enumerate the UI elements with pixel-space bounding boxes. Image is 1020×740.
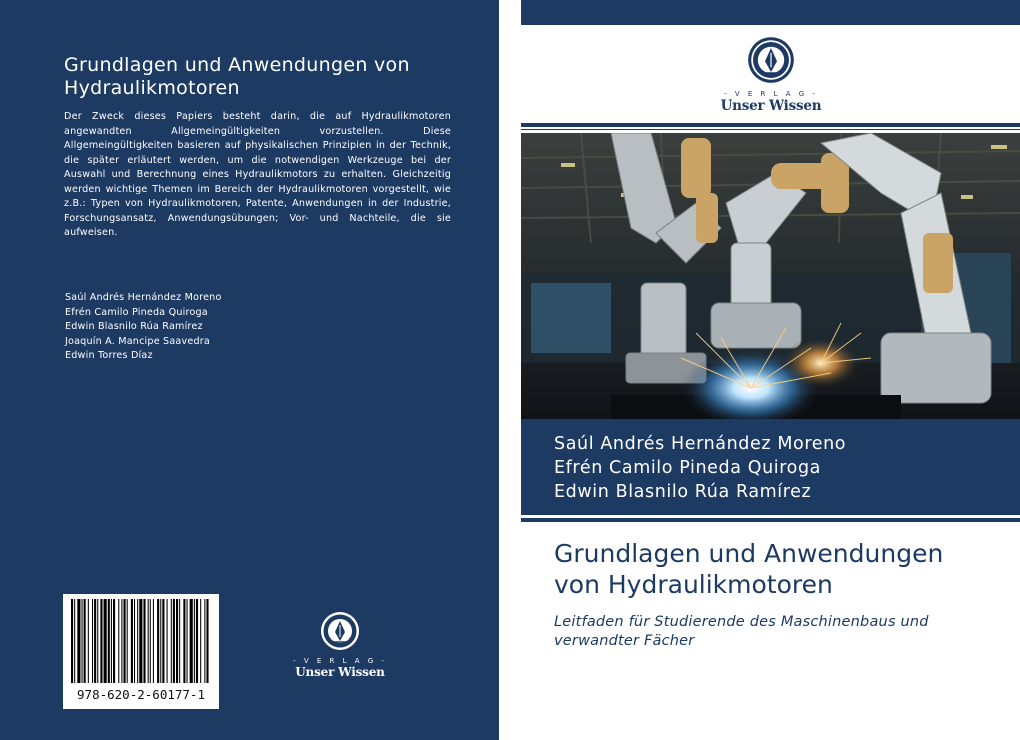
- front-author: Saúl Andrés Hernández Moreno: [554, 434, 847, 454]
- front-title-line: Grundlagen und Anwendungen: [554, 539, 944, 568]
- divider-rule-thin: [521, 129, 1020, 130]
- isbn-barcode: [63, 594, 219, 709]
- back-author: Efrén Camilo Pineda Quiroga: [65, 306, 208, 318]
- publisher-name: Unser Wissen: [720, 98, 822, 114]
- pen-nib-seal-icon: [320, 611, 360, 651]
- front-title-line: von Hydraulikmotoren: [554, 570, 833, 599]
- pen-nib-seal-icon: [747, 36, 795, 84]
- divider-rule: [521, 123, 1020, 127]
- industrial-welding-robots-photo: [521, 133, 1020, 419]
- isbn-number: 978-620-2-60177-1: [77, 687, 205, 702]
- front-subtitle-line: verwandter Fächer: [554, 633, 695, 649]
- front-author: Efrén Camilo Pineda Quiroga: [554, 458, 821, 478]
- front-cover: [521, 0, 1020, 740]
- back-blurb: Der Zweck dieses Papiers besteht darin, die auf Hydraulikmotoren angewandten Allgemeingültigkeiten vorzustellen. Diese Allgemeingültigkeiten basieren auf physikalischen Prinzipien in der Technik, die später erläutert werden, um die notwendigen Werkzeuge bei der Auswahl und Berechnung eines Hydraulikmotors zu erhalten. Gleichzeitig werden wichtige Themen im Bereich der Hydraulikmotoren vorgestellt, wie z.B.: Typen von Hydraulikmotoren, Patente, Anwendungen in der Industrie, Forschungsansatz, Anwendungsübungen; Vor- und Nachteile, die sie aufweisen.: [64, 111, 451, 238]
- publisher-verlag-label: - V E R L A G -: [293, 657, 387, 665]
- front-subtitle: [554, 613, 1004, 651]
- back-author-list: [65, 291, 222, 364]
- back-author: Edwin Torres Díaz: [65, 350, 153, 361]
- front-author: Edwin Blasnilo Rúa Ramírez: [554, 482, 812, 502]
- front-top-bar: [521, 0, 1020, 25]
- back-author: Edwin Blasnilo Rúa Ramírez: [65, 321, 203, 332]
- robot-arms-image: [521, 133, 1020, 419]
- publisher-name: Unser Wissen: [295, 665, 385, 679]
- publisher-logo-front: [711, 36, 831, 114]
- back-author: Saúl Andrés Hernández Moreno: [65, 292, 222, 303]
- front-subtitle-line: Leitfaden für Studierende des Maschinenbaus und: [554, 614, 929, 630]
- back-title: Grundlagen und Anwendungen von Hydraulikmotoren: [64, 54, 410, 99]
- publisher-logo-back: [290, 611, 390, 679]
- spine: [499, 0, 521, 740]
- divider-rule: [521, 518, 1020, 522]
- front-author-box: [521, 419, 1020, 515]
- back-author: Joaquín A. Mancipe Saavedra: [65, 335, 210, 347]
- front-title: [554, 538, 1004, 600]
- barcode-bars: [69, 599, 213, 685]
- publisher-verlag-label: - V E R L A G -: [724, 90, 818, 98]
- back-cover: [0, 0, 499, 740]
